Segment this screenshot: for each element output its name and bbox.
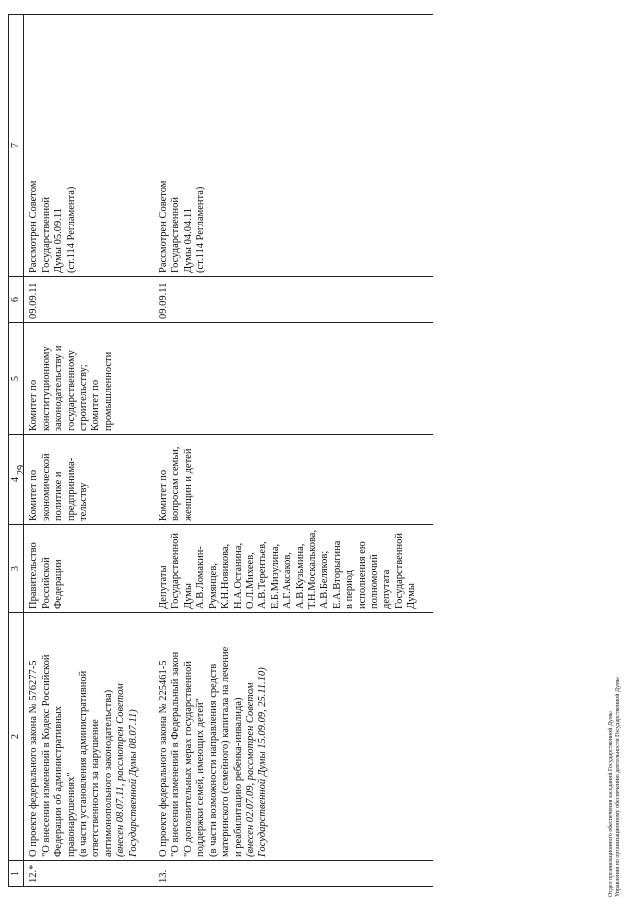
initiator-line: Российской — [40, 557, 52, 609]
committee-line: Комитет по — [28, 469, 40, 521]
status-line: Рассмотрен Советом — [28, 180, 40, 273]
initiator-line: Федерации — [53, 559, 65, 609]
initiator-line: Е.Б.Мизулина, — [269, 543, 281, 609]
table-row — [24, 15, 154, 887]
initiator-line: Думы — [182, 583, 194, 609]
initiator-line: Н.А.Останина, — [232, 542, 244, 609]
page-number: 29 — [16, 465, 27, 475]
bill-note-line: Государственной Думы 15.09.09, 25.11.10) — [257, 667, 269, 857]
status-line: (ст.114 Регламента) — [195, 186, 207, 273]
status-line: Государственной — [170, 197, 182, 273]
committee-cell — [24, 435, 154, 525]
initiator-line: полномочий — [368, 554, 380, 609]
bill-title-cell — [154, 613, 433, 861]
committee-line: Комитет по — [158, 469, 170, 521]
committee-line: политике и — [53, 471, 65, 521]
column-header: 5 — [9, 323, 24, 435]
status-cell — [154, 15, 433, 277]
bill-title-line: "О дополнительных мерах государственной — [182, 660, 194, 857]
initiator-cell — [24, 525, 154, 613]
initiator-line: А.Г.Аксаков, — [282, 552, 294, 609]
bill-title-line: Федерации об административных — [53, 705, 65, 857]
table-row — [154, 15, 433, 887]
status-line: (ст.114 Регламента) — [65, 186, 77, 273]
bill-title-line: О проекте федерального закона № 576277-5 — [28, 660, 40, 857]
initiator-line: Депутаты — [158, 565, 170, 609]
co-committee-line: Комитет по — [28, 379, 40, 431]
date-cell — [24, 277, 154, 323]
status-line: Рассмотрен Советом — [158, 180, 170, 273]
bill-title-line: "О внесении изменений в Федеральный закон — [170, 651, 182, 857]
co-committee-cell — [24, 323, 154, 435]
date-value: 09.09.11 — [28, 282, 40, 319]
bill-title-line: ответственности за нарушение — [90, 719, 102, 857]
column-header: 3 — [9, 525, 24, 613]
initiator-line: депутата — [381, 569, 393, 609]
table-header-row — [9, 15, 24, 887]
initiator-line: К.Н.Новикова, — [220, 543, 232, 609]
bill-title-line: "О внесении изменений в Кодекс Российской — [40, 654, 52, 857]
committee-line: женщин и детей — [182, 448, 194, 521]
committee-cell — [154, 435, 433, 525]
status-line: Государственной — [40, 197, 52, 273]
initiator-line: Румянцев, — [207, 563, 219, 609]
initiator-line: Т.Н.Москалькова, — [306, 529, 318, 609]
initiator-line: А.В.Терентьев, — [257, 541, 269, 609]
bill-title-line: и реабилитацию ребенка-инвалида) — [232, 697, 244, 857]
bill-title-line: (в части возможности направления средств — [207, 663, 219, 857]
date-cell — [154, 277, 433, 323]
column-header: 6 — [9, 277, 24, 323]
initiator-line: Думы — [406, 583, 418, 609]
column-header: 1 — [9, 861, 24, 887]
committee-line: экономической — [40, 453, 52, 521]
initiator-line: А.В.Беляков; — [319, 550, 331, 609]
initiator-line: исполнения ею — [356, 541, 368, 609]
column-header: 2 — [9, 613, 24, 861]
footer — [608, 677, 622, 897]
column-header: 4 — [9, 435, 24, 525]
column-header: 7 — [9, 15, 24, 277]
co-committee-line: конституционному — [40, 346, 52, 431]
bills-table — [8, 14, 433, 887]
initiator-line: О.Л.Михеев, — [244, 552, 256, 609]
status-line: Думы 05.09.11 — [53, 208, 65, 273]
bill-title-line: антимонопольного законодательства) — [102, 689, 114, 857]
initiator-line: А.В.Кузьмина, — [294, 543, 306, 609]
row-number-cell — [24, 861, 154, 887]
co-committee-cell — [154, 323, 433, 435]
bill-title-line: материнского (семейного) капитала на лечение — [220, 646, 232, 857]
committee-line: вопросам семьи, — [170, 446, 182, 521]
co-committee-line: строительству; — [78, 364, 90, 431]
co-committee-line: законодательству и — [53, 345, 65, 431]
footer-line: Отдел организационного обеспечения заседаний Государственной Думы — [608, 711, 614, 897]
bill-note-line: (внесен 08.07.11, рассмотрен Советом — [115, 683, 127, 857]
bill-note-line: (внесен 02.07.09, рассмотрен Советом — [244, 682, 256, 857]
co-committee-line: Комитет по — [90, 379, 102, 431]
bill-title-line: поддержки семей, имеющих детей" — [195, 698, 207, 857]
initiator-cell — [154, 525, 433, 613]
bill-note-line: Государственной Думы 08.07.11) — [127, 709, 139, 857]
co-committee-line: промышленности — [102, 351, 114, 431]
co-committee-line: государственному — [65, 350, 77, 431]
bill-title-cell — [24, 613, 154, 861]
initiator-line: Е.А.Вторыгина — [331, 540, 343, 609]
committee-line: тельству — [78, 482, 90, 521]
status-cell — [24, 15, 154, 277]
bill-title-line: О проекте федерального закона № 225461-5 — [158, 660, 170, 857]
date-value: 09.09.11 — [158, 282, 170, 319]
footer-line: Управления по организационному обеспечению деятельности Государственной Думы — [615, 677, 621, 897]
table-body — [24, 15, 433, 887]
initiator-line: Государственной — [170, 533, 182, 609]
initiator-line: А.В.Ломакин- — [195, 546, 207, 609]
committee-line: предпринима- — [65, 457, 77, 521]
status-line: Думы 04.04.11 — [182, 208, 194, 273]
row-number-cell — [154, 861, 433, 887]
row-number: 12.* — [28, 864, 40, 883]
initiator-line: Государственной — [393, 533, 405, 609]
row-number: 13. — [158, 869, 170, 883]
bill-title-line: правонарушениях" — [65, 772, 77, 857]
initiator-line: Правительство — [28, 542, 40, 609]
bill-title-line: (в части установления административной — [78, 670, 90, 857]
initiator-line: в период — [344, 569, 356, 609]
